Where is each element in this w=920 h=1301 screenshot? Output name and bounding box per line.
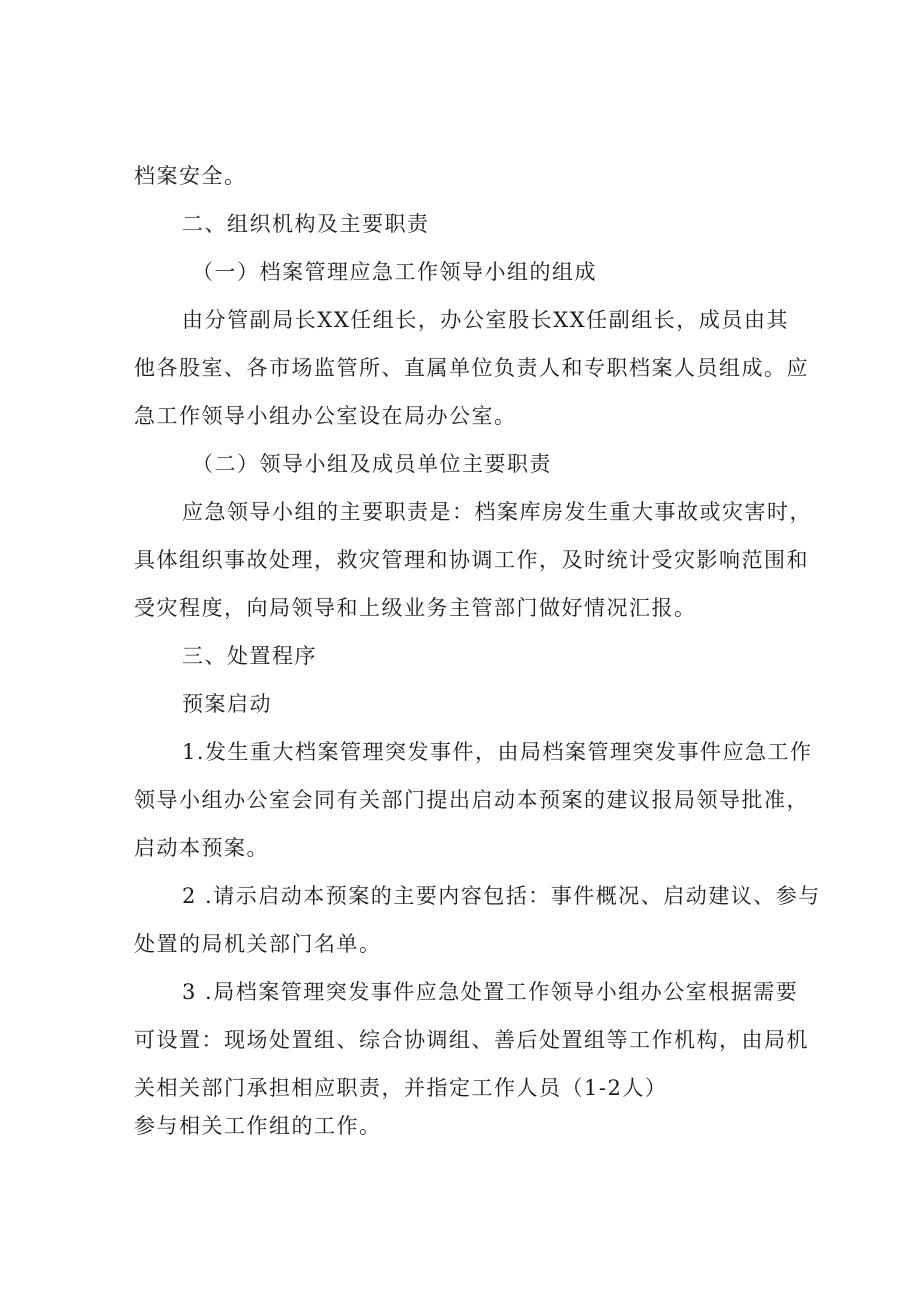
text-line: 由分管副局长XX任组长，办公室股长XX任副组长，成员由其 [182,308,789,332]
text-line: 预案启动 [182,692,272,716]
text-line: 可设置：现场处置组、综合协调组、善后处置组等工作机构，由局机 [134,1028,809,1052]
text-line: 启动本预案。 [134,836,269,860]
subsection-heading: （二）领导小组及成员单位主要职责 [192,452,552,476]
text-line: 3 .局档案管理突发事件应急处置工作领导小组办公室根据需要 [182,980,799,1004]
text-line: 应急领导小组的主要职责是：档案库房发生重大事故或灾害时， [182,500,812,524]
text-line: 2 .请示启动本预案的主要内容包括：事件概况、启动建议、参与 [182,884,821,908]
text-line: 具体组织事故处理，救灾管理和协调工作，及时统计受灾影响范围和 [134,548,809,572]
text-line: 参与相关工作组的工作。 [134,1114,382,1138]
text-line: 他各股室、各市场监管所、直属单位负责人和专职档案人员组成。应 [134,356,809,380]
text-line: 关相关部门承担相应职责，并指定工作人员（1-2人） [134,1076,668,1100]
text-line: 1.发生重大档案管理突发事件，由局档案管理突发事件应急工作 [182,740,813,764]
section-heading: 三、处置程序 [182,644,317,668]
text-line: 急工作领导小组办公室设在局办公室。 [134,404,517,428]
text-line: 领导小组办公室会同有关部门提出启动本预案的建议报局领导批准， [134,788,809,812]
section-heading: 二、组织机构及主要职责 [182,212,430,236]
subsection-heading: （一）档案管理应急工作领导小组的组成 [192,260,597,284]
text-line: 处置的局机关部门名单。 [134,932,382,956]
text-line: 受灾程度，向局领导和上级业务主管部门做好情况汇报。 [134,596,697,620]
text-line: 档案安全。 [134,164,247,188]
